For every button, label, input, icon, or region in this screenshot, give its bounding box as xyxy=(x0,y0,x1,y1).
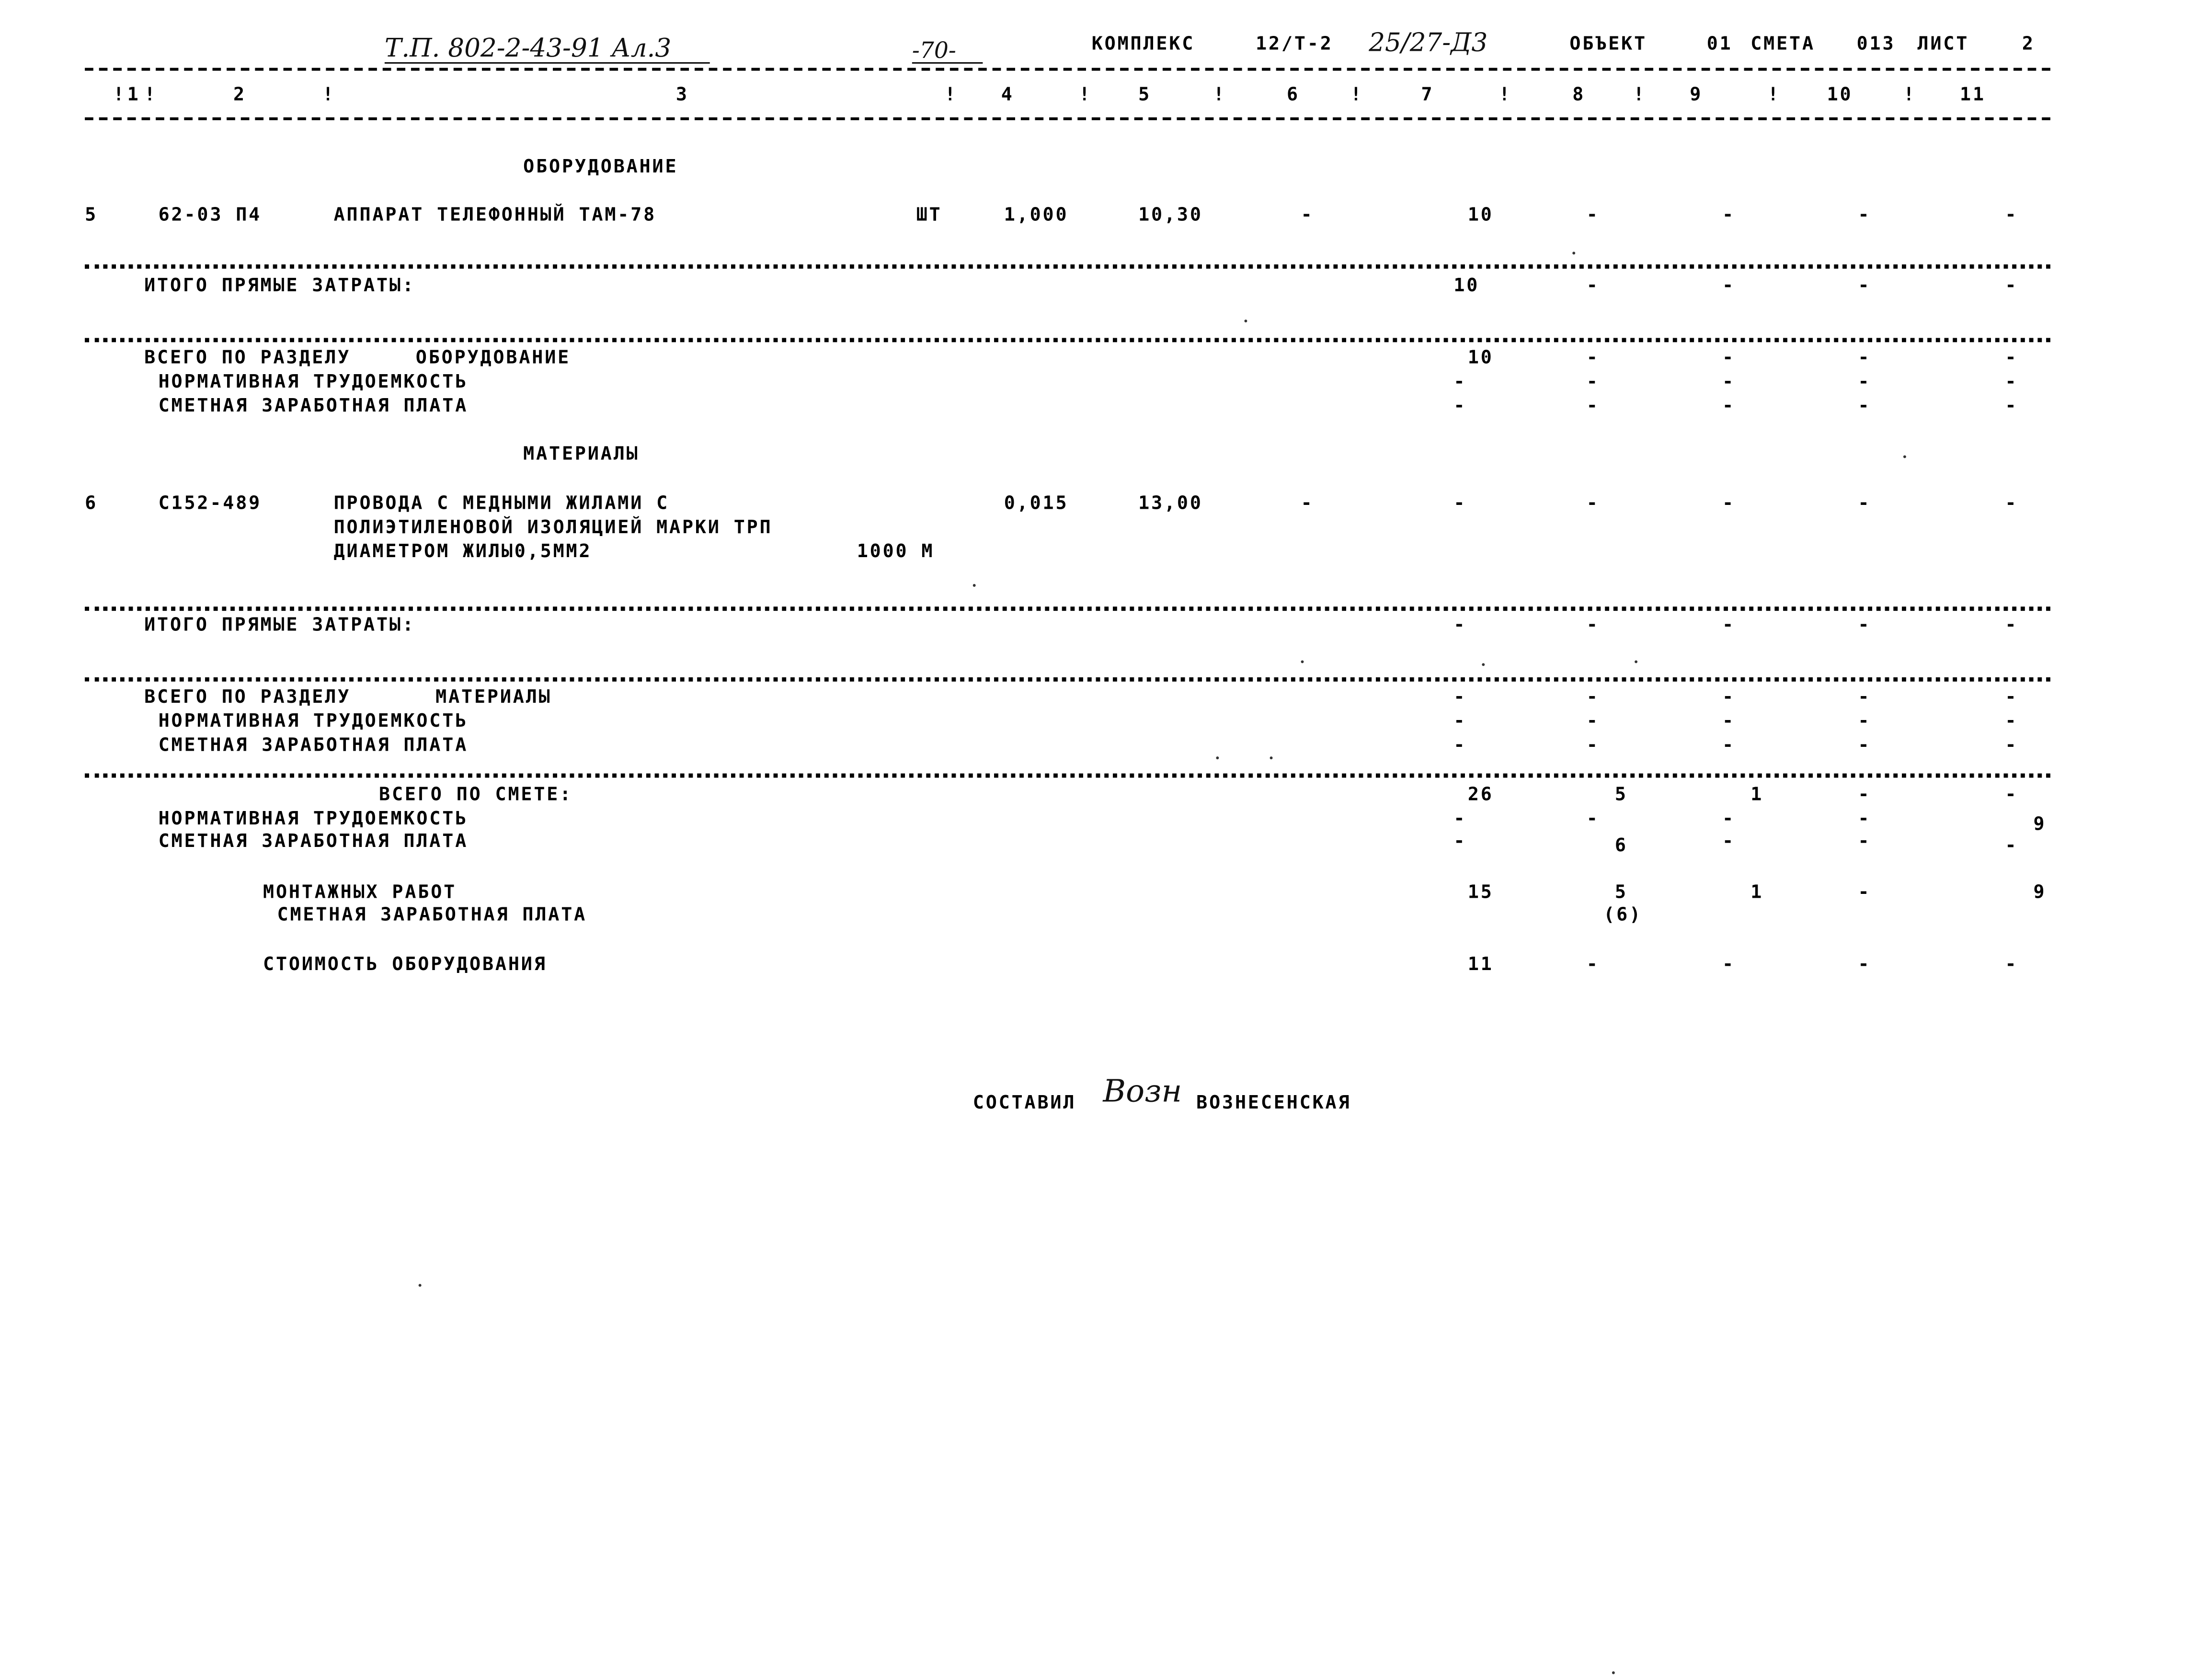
row-code: 62-03 П4 xyxy=(158,205,262,227)
equipment-cost-col7: 11 xyxy=(1467,954,1494,976)
doc-number-underline xyxy=(385,62,710,64)
scan-speck xyxy=(419,1284,422,1287)
col-sep: ! xyxy=(1350,85,1363,106)
mat-norm-col11: - xyxy=(2005,711,2018,732)
mat-section-col11: - xyxy=(2005,687,2018,709)
est-wages-col11: - xyxy=(2005,835,2018,857)
eq-section-col7: 10 xyxy=(1467,348,1494,369)
eq-direct-col10: - xyxy=(1858,275,1871,297)
mat-norm-col9: - xyxy=(1722,711,1736,732)
mat-direct-col11: - xyxy=(2005,615,2018,637)
col-number-3: 3 xyxy=(675,85,689,106)
mat-direct-col8: - xyxy=(1586,615,1600,637)
scan-speck xyxy=(1244,320,1247,322)
eq-wages-col11: - xyxy=(2005,396,2018,417)
row-col6: - xyxy=(1301,493,1314,515)
col-sep: ! xyxy=(1903,85,1916,106)
col-number-7: 7 xyxy=(1421,85,1434,106)
dotted-separator xyxy=(85,264,2050,269)
row-col8: - xyxy=(1586,493,1600,515)
mat-wages-col7: - xyxy=(1453,735,1467,757)
scan-speck xyxy=(1482,663,1485,666)
installation-col9: 1 xyxy=(1750,882,1764,904)
section-total-label: ВСЕГО ПО РАЗДЕЛУ xyxy=(144,687,351,709)
row-col7: - xyxy=(1453,493,1467,515)
row-unit: 1000 М xyxy=(857,541,935,563)
row-col11: - xyxy=(2005,493,2018,515)
mat-section-col8: - xyxy=(1586,687,1600,709)
est-norm-col10: - xyxy=(1858,809,1871,830)
mat-norm-col8: - xyxy=(1586,711,1600,732)
eq-norm-col8: - xyxy=(1586,372,1600,393)
mat-direct-col7: - xyxy=(1453,615,1467,637)
eq-norm-col7: - xyxy=(1453,372,1467,393)
eq-section-col9: - xyxy=(1722,348,1736,369)
installation-col11: 9 xyxy=(2033,882,2047,904)
mat-section-col7: - xyxy=(1453,687,1467,709)
row-col7: 10 xyxy=(1467,205,1494,227)
est-norm-col8: - xyxy=(1586,809,1600,830)
est-total-col10: - xyxy=(1858,785,1871,806)
page-number-underline xyxy=(912,62,983,64)
eq-direct-col11: - xyxy=(2005,275,2018,297)
estimate-total-label: ВСЕГО ПО СМЕТЕ: xyxy=(379,785,573,806)
row-code: С152-489 xyxy=(158,493,262,515)
eq-section-col8: - xyxy=(1586,348,1600,369)
equipment-cost-label: СТОИМОСТЬ ОБОРУДОВАНИЯ xyxy=(263,954,547,976)
equipment-cost-col8: - xyxy=(1586,954,1600,976)
row-col11: - xyxy=(2005,205,2018,227)
est-total-col11: - xyxy=(2005,785,2018,806)
row-col6: - xyxy=(1301,205,1314,227)
row-name-line-3: ДИАМЕТРОМ ЖИЛЫ0,5ММ2 xyxy=(333,541,592,563)
page-number: -70- xyxy=(912,36,956,64)
est-total-col7: 26 xyxy=(1467,785,1494,806)
row-name: АППАРАТ ТЕЛЕФОННЫЙ ТАМ-78 xyxy=(333,205,657,227)
mat-direct-col9: - xyxy=(1722,615,1736,637)
row-col10: - xyxy=(1858,493,1871,515)
est-wages-col7: - xyxy=(1453,831,1467,853)
section-total-name: ОБОРУДОВАНИЕ xyxy=(415,348,571,369)
est-total-col8: 5 xyxy=(1614,785,1628,806)
installation-label: МОНТАЖНЫХ РАБОТ xyxy=(263,882,457,904)
est-norm-col7: - xyxy=(1453,809,1467,830)
section-total-label: ВСЕГО ПО РАЗДЕЛУ xyxy=(144,348,351,369)
est-norm-col11: 9 xyxy=(2033,814,2047,836)
eq-wages-col10: - xyxy=(1858,396,1871,417)
header-rule-top xyxy=(85,68,2050,71)
sheet-value: 2 xyxy=(2022,34,2035,56)
col-number-8: 8 xyxy=(1572,85,1586,106)
scan-speck xyxy=(1903,455,1906,458)
eq-direct-col9: - xyxy=(1722,275,1736,297)
norm-labor-label: НОРМАТИВНАЯ ТРУДОЕМКОСТЬ xyxy=(158,711,469,732)
equipment-cost-col11: - xyxy=(2005,954,2018,976)
mat-section-col10: - xyxy=(1858,687,1871,709)
dotted-separator xyxy=(85,677,2050,682)
col-sep: ! xyxy=(1767,85,1781,106)
eq-norm-col10: - xyxy=(1858,372,1871,393)
scan-speck xyxy=(1612,1671,1615,1674)
eq-direct-col7: 10 xyxy=(1453,275,1480,297)
mat-wages-col10: - xyxy=(1858,735,1871,757)
estimate-label: СМЕТА xyxy=(1750,34,1815,56)
norm-labor-label: НОРМАТИВНАЯ ТРУДОЕМКОСТЬ xyxy=(158,372,469,393)
col-sep: ! xyxy=(322,85,335,106)
section-title-equipment: ОБОРУДОВАНИЕ xyxy=(523,157,678,178)
col-number-1: 1 xyxy=(127,85,140,106)
signature: Возн xyxy=(1103,1074,1182,1110)
row-number: 6 xyxy=(85,493,98,515)
row-col10: - xyxy=(1858,205,1871,227)
installation-wages-label: СМЕТНАЯ ЗАРАБОТНАЯ ПЛАТА xyxy=(277,905,587,926)
equipment-cost-col9: - xyxy=(1722,954,1736,976)
installation-col10: - xyxy=(1858,882,1871,904)
col-number-6: 6 xyxy=(1287,85,1300,106)
scan-speck xyxy=(1216,756,1219,759)
direct-costs-label: ИТОГО ПРЯМЫЕ ЗАТРАТЫ: xyxy=(144,615,415,637)
scan-speck xyxy=(1635,660,1637,663)
row-name-line-1: ПРОВОДА С МЕДНЫМИ ЖИЛАМИ С xyxy=(333,493,670,515)
row-name-line-2: ПОЛИЭТИЛЕНОВОЙ ИЗОЛЯЦИЕЙ МАРКИ ТРП xyxy=(333,517,773,539)
col-sep: ! xyxy=(1079,85,1092,106)
installation-wages-value: (6) xyxy=(1603,905,1643,926)
est-norm-col9: - xyxy=(1722,809,1736,830)
col-sep: ! xyxy=(1633,85,1647,106)
col-number-2: 2 xyxy=(233,85,247,106)
col-number-5: 5 xyxy=(1138,85,1152,106)
col-sep: ! xyxy=(1213,85,1226,106)
col-number-11: 11 xyxy=(1960,85,1986,106)
mat-norm-col10: - xyxy=(1858,711,1871,732)
col-sep: ! xyxy=(944,85,958,106)
est-wages-col8: 6 xyxy=(1614,835,1628,857)
wages-label: СМЕТНАЯ ЗАРАБОТНАЯ ПЛАТА xyxy=(158,396,469,417)
dotted-separator xyxy=(85,338,2050,342)
header-rule-bottom xyxy=(85,117,2050,120)
mat-wages-col8: - xyxy=(1586,735,1600,757)
scan-speck xyxy=(1270,756,1273,759)
est-wages-col9: - xyxy=(1722,831,1736,853)
object-value: 01 xyxy=(1706,34,1733,56)
estimate-value: 013 xyxy=(1856,34,1896,56)
doc-number: Т.П. 802-2-43-91 Ал.3 xyxy=(384,34,672,64)
row-unit: ШТ xyxy=(916,205,942,227)
row-quantity: 0,015 xyxy=(1004,493,1069,515)
eq-direct-col8: - xyxy=(1586,275,1600,297)
col-number-10: 10 xyxy=(1827,85,1853,106)
section-total-name: МАТЕРИАЛЫ xyxy=(435,687,552,709)
direct-costs-label: ИТОГО ПРЯМЫЕ ЗАТРАТЫ: xyxy=(144,275,415,297)
row-col8: - xyxy=(1586,205,1600,227)
col-sep: ! xyxy=(144,85,158,106)
dotted-separator xyxy=(85,606,2050,611)
mat-norm-col7: - xyxy=(1453,711,1467,732)
eq-norm-col9: - xyxy=(1722,372,1736,393)
eq-norm-col11: - xyxy=(2005,372,2018,393)
row-col9: - xyxy=(1722,493,1736,515)
equipment-cost-col10: - xyxy=(1858,954,1871,976)
mat-direct-col10: - xyxy=(1858,615,1871,637)
scan-speck xyxy=(1301,660,1304,663)
wages-label: СМЕТНАЯ ЗАРАБОТНАЯ ПЛАТА xyxy=(158,735,469,757)
row-quantity: 1,000 xyxy=(1004,205,1069,227)
row-number: 5 xyxy=(85,205,98,227)
wages-label: СМЕТНАЯ ЗАРАБОТНАЯ ПЛАТА xyxy=(158,831,469,853)
col-number-9: 9 xyxy=(1690,85,1703,106)
eq-section-col10: - xyxy=(1858,348,1871,369)
compiled-label: СОСТАВИЛ xyxy=(972,1093,1076,1114)
eq-wages-col9: - xyxy=(1722,396,1736,417)
col-sep: ! xyxy=(113,85,126,106)
installation-col8: 5 xyxy=(1614,882,1628,904)
complex-handwritten: 25/27-Д3 xyxy=(1369,28,1488,58)
mat-wages-col9: - xyxy=(1722,735,1736,757)
dotted-separator xyxy=(85,774,2050,778)
row-price: 10,30 xyxy=(1138,205,1203,227)
mat-wages-col11: - xyxy=(2005,735,2018,757)
object-label: ОБЪЕКТ xyxy=(1569,34,1647,56)
scan-speck xyxy=(1572,251,1575,254)
eq-wages-col8: - xyxy=(1586,396,1600,417)
col-sep: ! xyxy=(1498,85,1512,106)
complex-value: 12/Т-2 xyxy=(1256,34,1333,56)
section-title-materials: МАТЕРИАЛЫ xyxy=(523,444,640,466)
sheet-label: ЛИСТ xyxy=(1917,34,1969,56)
compiler-name: ВОЗНЕСЕНСКАЯ xyxy=(1196,1093,1351,1114)
installation-col7: 15 xyxy=(1467,882,1494,904)
col-number-4: 4 xyxy=(1001,85,1014,106)
eq-wages-col7: - xyxy=(1453,396,1467,417)
mat-section-col9: - xyxy=(1722,687,1736,709)
row-price: 13,00 xyxy=(1138,493,1203,515)
eq-section-col11: - xyxy=(2005,348,2018,369)
est-total-col9: 1 xyxy=(1750,785,1764,806)
norm-labor-label: НОРМАТИВНАЯ ТРУДОЕМКОСТЬ xyxy=(158,809,469,830)
est-wages-col10: - xyxy=(1858,831,1871,853)
scan-speck xyxy=(973,584,976,587)
row-col9: - xyxy=(1722,205,1736,227)
complex-label: КОМПЛЕКС xyxy=(1091,34,1195,56)
